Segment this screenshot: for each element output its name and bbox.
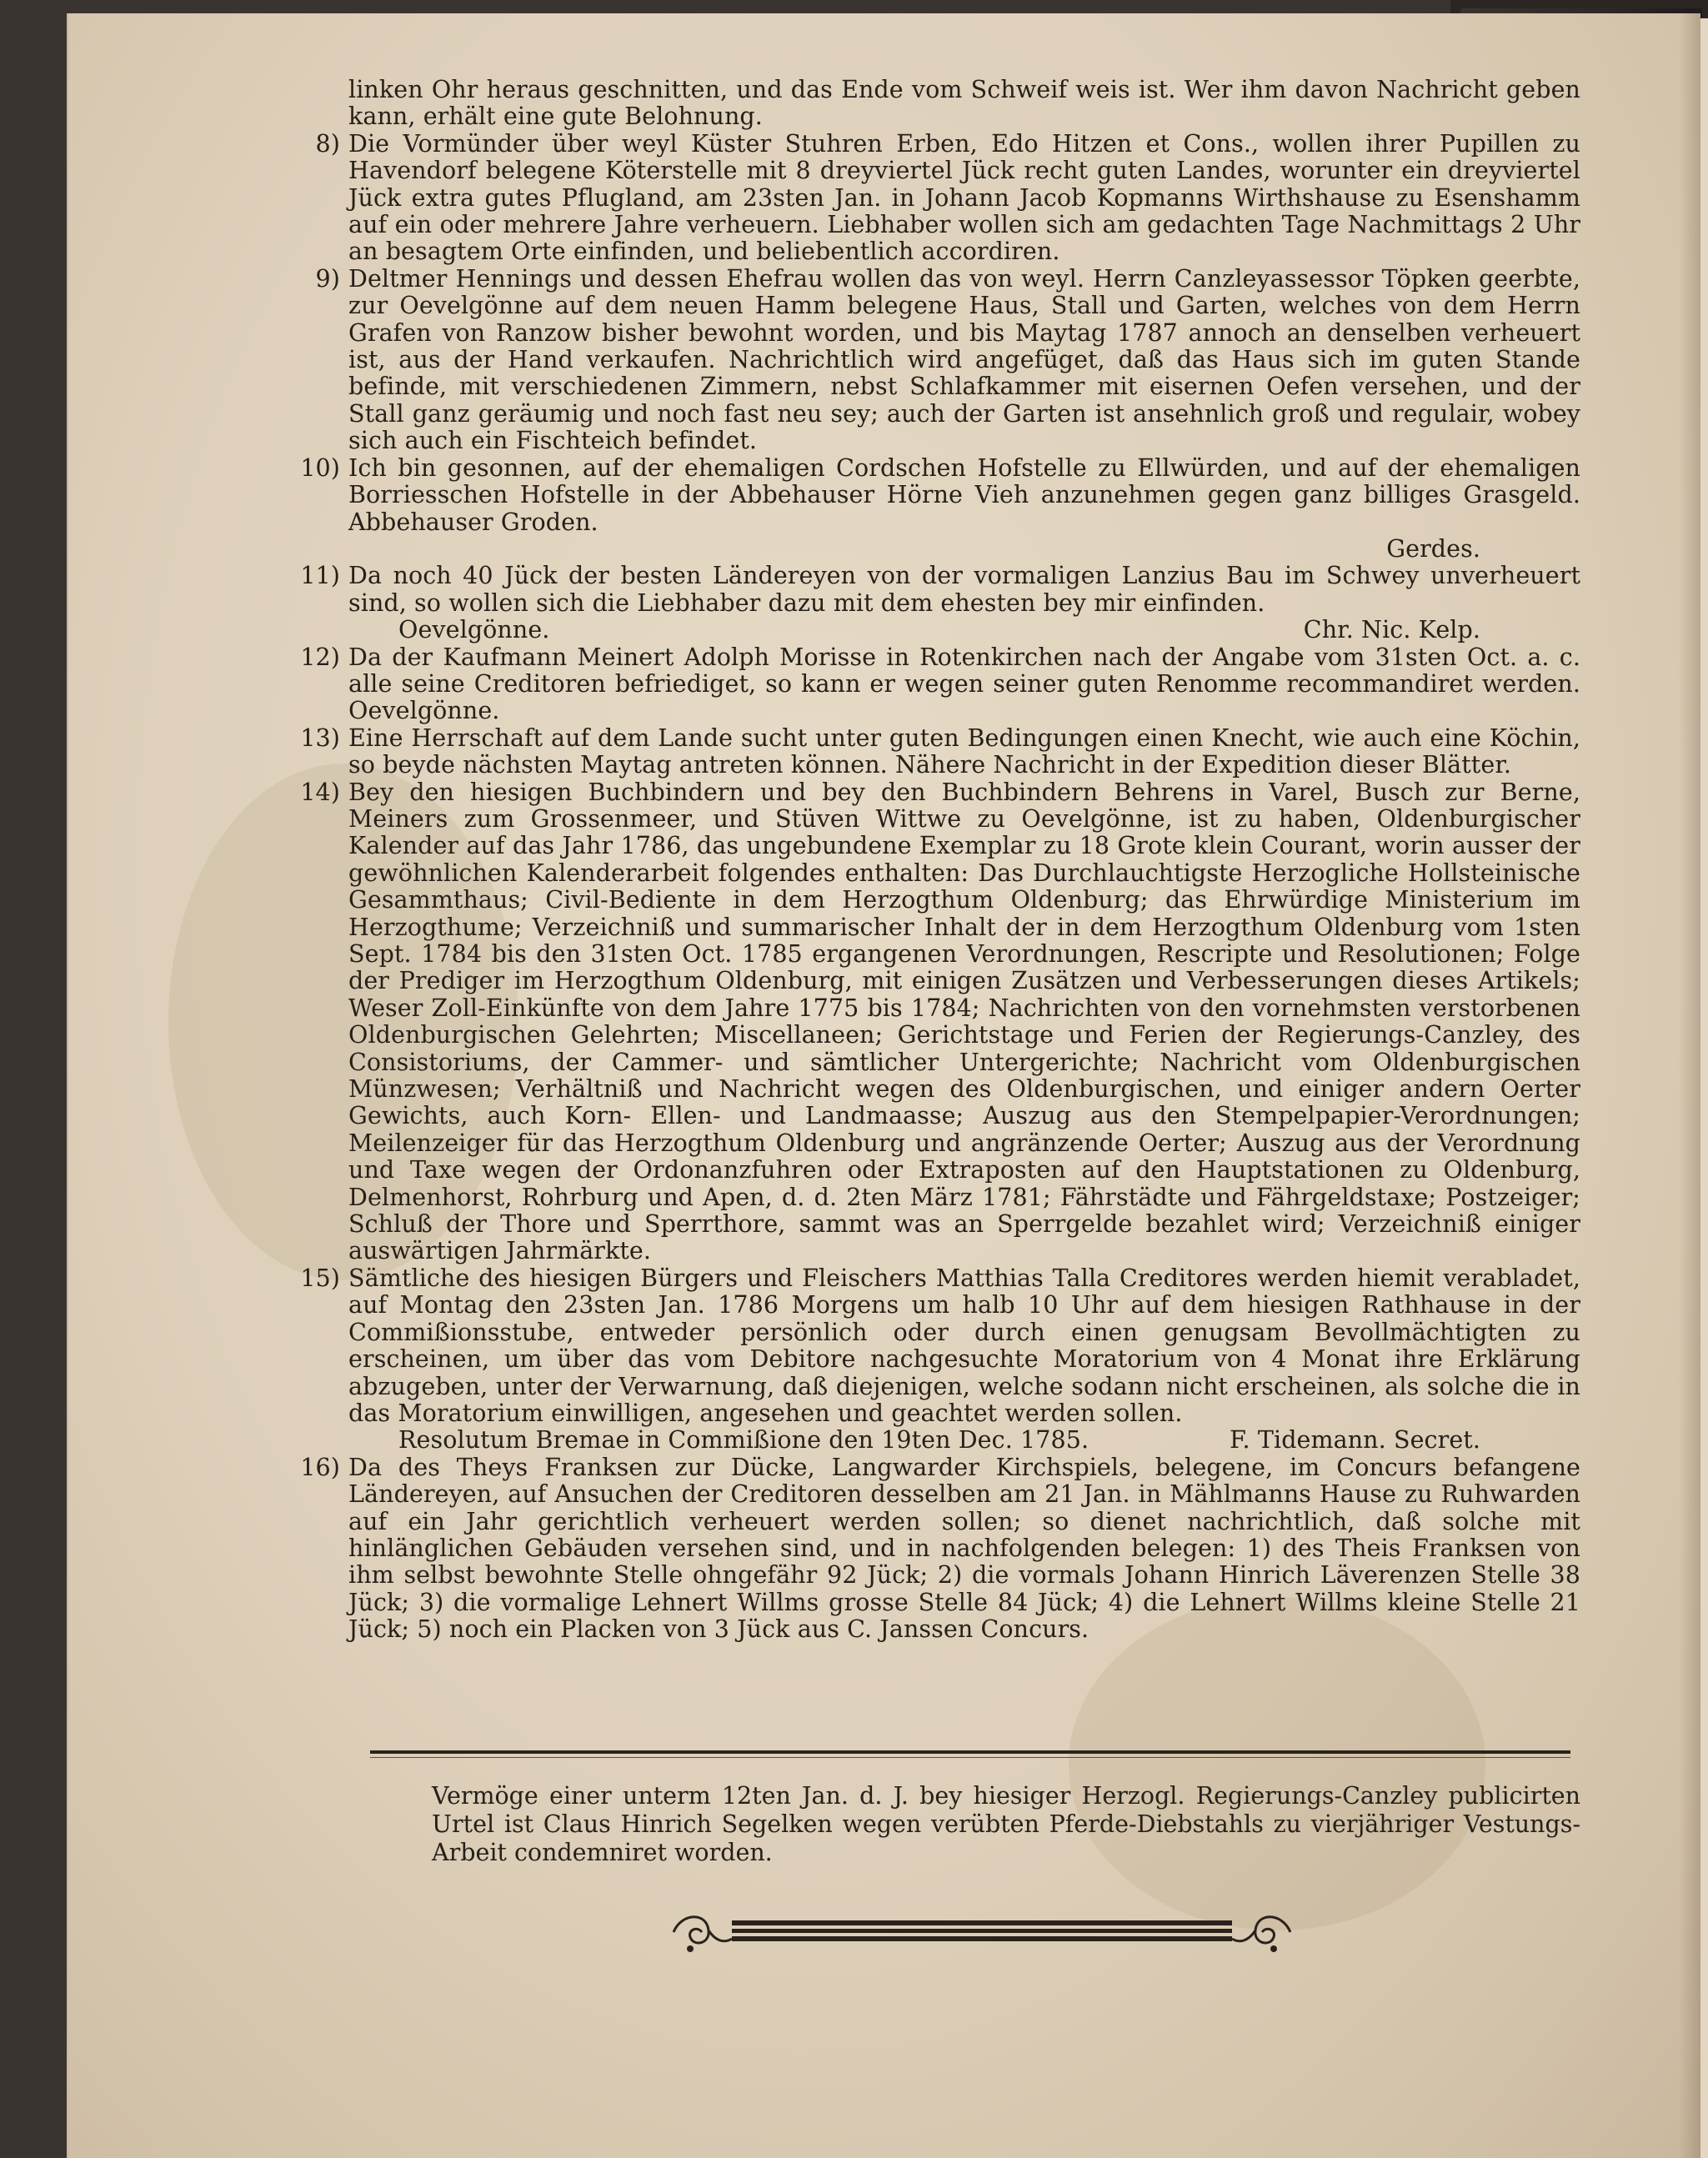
entry-number: 16) bbox=[300, 1453, 340, 1481]
place-name: Oevelgönne. bbox=[398, 616, 550, 644]
notice-entry-9 bbox=[315, 264, 1580, 455]
entry-text: Da noch 40 Jück der besten Ländereyen von der vormaligen Lanzius Bau im Schwey unverheuert sind, so wollen sich die Liebhaber dazu mit dem ehesten bey mir einfinden. bbox=[348, 562, 1580, 617]
resolution-line: Resolutum Bremae in Commißione den 19ten Dec. 1785. bbox=[398, 1426, 1089, 1455]
entry-text: Da der Kaufmann Meinert Adolph Morisse in Rotenkirchen nach der Angabe vom 31sten Oct. a. c. alle seine Creditoren befriediget, so kann er wegen seiner guten Renomme recommandiret werden. Oevelgönne. bbox=[348, 643, 1580, 725]
notice-entry-13 bbox=[300, 724, 1580, 779]
notice-entry-10 bbox=[300, 453, 1580, 563]
entry-number: 13) bbox=[300, 724, 340, 752]
entry-number: 11) bbox=[300, 562, 340, 590]
entry-text: Da des Theys Franksen zur Dücke, Langwarder Kirchspiels, belegene, im Concurs befangene Ländereyen, auf Ansuchen der Creditoren desselben am 21 Jan. in Mählmanns Hause zu Ruhwarden auf ein Jahr gerichtlich verheuert werden sollen; so dienet nachrichtlich, daß solche mit hinlänglichen Gebäuden versehen sind, und in nachfolgenden belegen: 1) des Theis Franksen von ihm selbst bewohnte Stelle ohngefähr 92 Jück; 2) die vormals Johann Hinrich Läverenzen Stelle 38 Jück; 3) die vormalige Lehnert Willms grosse Stelle 84 Jück; 4) die Lehnert Willms kleine Stelle 21 Jück; 5) noch ein Placken von 3 Jück aus C. Janssen Concurs. bbox=[348, 1453, 1580, 1644]
section-divider bbox=[370, 1750, 1570, 1754]
entry-number: 9) bbox=[315, 264, 340, 293]
entry-text: Ich bin gesonnen, auf der ehemaligen Cordschen Hofstelle zu Ellwürden, und auf der ehemaligen Borriesschen Hofstelle in der Abbehauser Hörne Vieh anzunehmen gegen ganz billiges Grasgeld. Abbehauser Groden. bbox=[348, 453, 1580, 536]
notice-entry-8 bbox=[315, 129, 1580, 266]
entry-number: 8) bbox=[315, 129, 340, 158]
entry-text: linken Ohr heraus geschnitten, und das Ende vom Schweif weis ist. Wer ihm davon Nachricht geben kann, erhält eine gute Belohnung. bbox=[348, 76, 1580, 131]
notice-entry-11 bbox=[300, 562, 1580, 644]
decorative-tailpiece bbox=[665, 1907, 1299, 1954]
verdict-text: Vermöge einer unterm 12ten Jan. d. J. bey hiesiger Herzogl. Regierungs-Canzley publicirten Urtel ist Claus Hinrich Segelken wegen verübten Pferde-Diebstahls zu vierjähriger Vestungs-Arbeit condemniret worden. bbox=[432, 1782, 1580, 1866]
page-gutter bbox=[1679, 13, 1700, 2158]
signatory: Chr. Nic. Kelp. bbox=[1303, 616, 1480, 644]
notices-column bbox=[300, 76, 1580, 1644]
entry-number: 10) bbox=[300, 453, 340, 482]
entry-number: 12) bbox=[300, 643, 340, 671]
notice-entry-15 bbox=[300, 1264, 1580, 1455]
entry-text: Die Vormünder über weyl Küster Stuhren Erben, Edo Hitzen et Cons., wollen ihrer Pupillen zu Havendorf belegene Köterstelle mit 8 dreyviertel Jück recht guten Landes, worunter ein dreyviertel Jück extra gutes Pflugland, am 23sten Jan. in Johann Jacob Kopmanns Wirthshause zu Esenshamm auf ein oder mehrere Jahre verheuern. Liebhaber wollen sich am gedachten Tage Nachmittags 2 Uhr an besagtem Orte einfinden, und beliebentlich accordiren. bbox=[348, 129, 1580, 266]
entry-text: Deltmer Hennings und dessen Ehefrau wollen das von weyl. Herrn Canzleyassessor Töpken geerbte, zur Oevelgönne auf dem neuen Hamm belegene Haus, Stall und Garten, welches von dem Herrn Grafen von Ranzow bisher bewohnt worden, und bis Maytag 1787 annoch an denselben verheuert ist, aus der Hand verkaufen. Nachrichtlich wird angefüget, daß das Haus sich im guten Stande befinde, mit verschiedenen Zimmern, nebst Schlafkammer mit eisernen Oefen versehen, und der Stall ganz geräumig und noch fast neu sey; auch der Garten ist ansehnlich groß und regulair, wobey sich auch ein Fischteich befindet. bbox=[348, 264, 1580, 455]
notice-entry-continued bbox=[348, 77, 1580, 131]
entry-signature bbox=[348, 617, 1580, 643]
entry-signature bbox=[348, 1427, 1580, 1454]
section-divider-thin bbox=[370, 1757, 1570, 1758]
signatory: F. Tidemann. Secret. bbox=[1230, 1426, 1480, 1455]
entry-text: Sämtliche des hiesigen Bürgers und Fleischers Matthias Talla Creditores werden hiemit verabladet, auf Montag den 23sten Jan. 1786 Morgens um halb 10 Uhr auf dem hiesigen Rathhause in der Commißionsstube, entweder persönlich oder durch einen genugsam Bevollmächtigten zu erscheinen, um über das vom Debitore nachgesuchte Moratorium von 4 Monat ihre Erklärung abzugeben, unter der Verwarnung, daß diejenigen, welche sodann nicht erscheinen, als solche die in das Moratorium einwilligen, angesehen und geachtet werden sollen. bbox=[348, 1264, 1580, 1427]
notice-entry-16 bbox=[300, 1453, 1580, 1644]
court-verdict-notice bbox=[432, 1782, 1580, 1867]
entry-number: 15) bbox=[300, 1264, 340, 1292]
notice-entry-14 bbox=[300, 778, 1580, 1265]
paper-stain bbox=[1069, 1597, 1485, 1930]
entry-text: Bey den hiesigen Buchbindern und bey den Buchbindern Behrens in Varel, Busch zur Berne, Meiners zum Grossenmeer, und Stüven Wittwe zu Oevelgönne, ist zu haben, Oldenburgischer Kalender auf das Jahr 1786, das ungebundene Exemplar zu 18 Grote klein Courant, worin ausser der gewöhnlichen Kalenderarbeit folgendes enthalten: Das Durchlauchtigste Herzogliche Hollsteinische Gesammthaus; Civil-Bediente in dem Herzogthum Oldenburg; das Ehrwürdige Ministerium im Herzogthume; Verzeichniß und summarischer Inhalt der in dem Herzogthum Oldenburg vom 1sten Sept. 1784 bis den 31sten Oct. 1785 ergangenen Verordnungen, Rescripte und Resolutionen; Folge der Prediger im Herzogthum Oldenburg, mit einigen Zusätzen und Verbesserungen dieses Artikels; Weser Zoll-Einkünfte von dem Jahre 1775 bis 1784; Nachrichten von den vornehmsten verstorbenen Oldenburgischen Gelehrten; Miscellaneen; Gerichtstage und Ferien der Regierungs-Canzley, des Consistoriums, der Cammer- und sämtlicher Untergerichte; Nachricht vom Oldenburgischen Münzwesen; Verhältniß und Nachricht wegen des Oldenburgischen, und einiger andern Oerter Gewichts, auch Korn- Ellen- und Landmaasse; Auszug aus den Stempelpapier-Verordnungen; Meilenzeiger für das Herzogthum Oldenburg und angränzende Oerter; Auszug aus der Verordnung und Taxe wegen der Ordonanzfuhren oder Extraposten auf den Hauptstationen zu Oldenburg, Delmenhorst, Rohrburg und Apen, d. d. 2ten März 1781; Fährstädte und Fährgeldstaxe; Postzeiger; Schluß der Thore und Sperrthore, sammt was an Sperrgelde bezahlet wird; Verzeichniß einiger auswärtigen Jahrmärkte. bbox=[348, 778, 1580, 1265]
notice-entry-12 bbox=[300, 643, 1580, 725]
signatory: Gerdes. bbox=[1386, 534, 1480, 563]
entry-text: Eine Herrschaft auf dem Lande sucht unter guten Bedingungen einen Knecht, wie auch eine Köchin, so beyde nächsten Maytag antreten können. Nähere Nachricht in der Expedition dieser Blätter. bbox=[348, 724, 1580, 779]
entry-number: 14) bbox=[300, 778, 340, 806]
entry-signature bbox=[348, 536, 1580, 563]
